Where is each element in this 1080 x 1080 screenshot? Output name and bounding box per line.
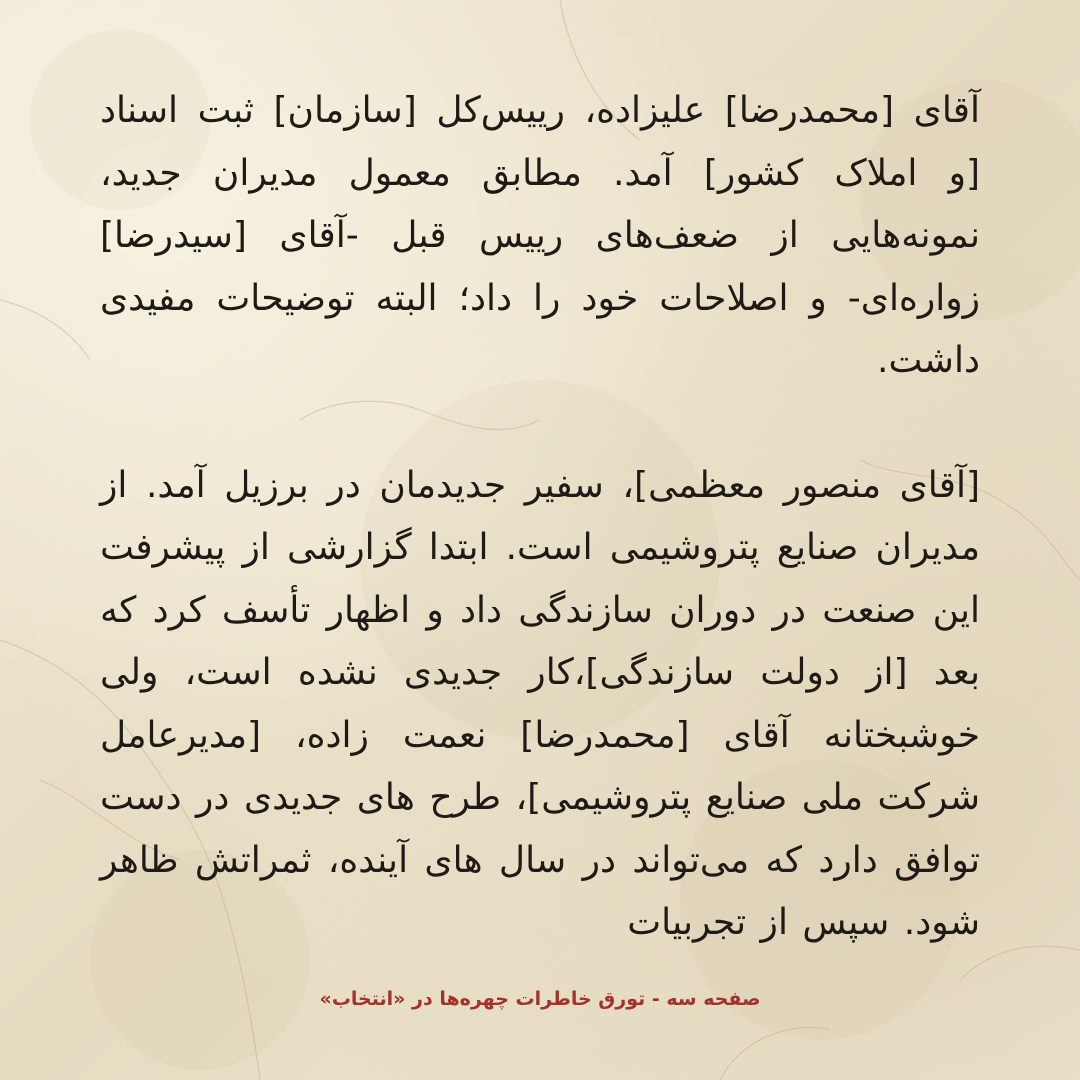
footer-caption: صفحه سه - تورق خاطرات چهره‌ها در «انتخاب»	[319, 988, 761, 1010]
paragraph-2: [آقای منصور معظمی]، سفیر جدیدمان در برزیل آمد. از مدیران صنایع پتروشیمی است. ابتدا گزارشی از پیشرفت این صنعت در دوران سازندگی داد و اظهار تأسف کرد که بعد [از دولت سازندگی]،کار جدیدی نشده است، ولی خوشبختانه آقای [محمدرضا] نعمت زاده، [مدیرعامل شرکت ملی صنایع پتروشیمی]، طرح های جدیدی در دست توافق دارد که می‌تواند در سال های آینده، ثمراتش ظاهر شود. سپس از تجربیات	[100, 464, 980, 943]
article-body	[100, 80, 980, 955]
paragraph-1: آقای [محمدرضا] علیزاده، رییس‌کل [سازمان] ثبت اسناد [و املاک کشور] آمد. مطابق معمول مدیران جدید، نمونه‌هایی از ضعف‌های رییس قبل -آقای [سیدرضا] زواره‌ای- و اصلاحات خود را داد؛ البته توضیحات مفیدی داشت.	[100, 90, 980, 381]
